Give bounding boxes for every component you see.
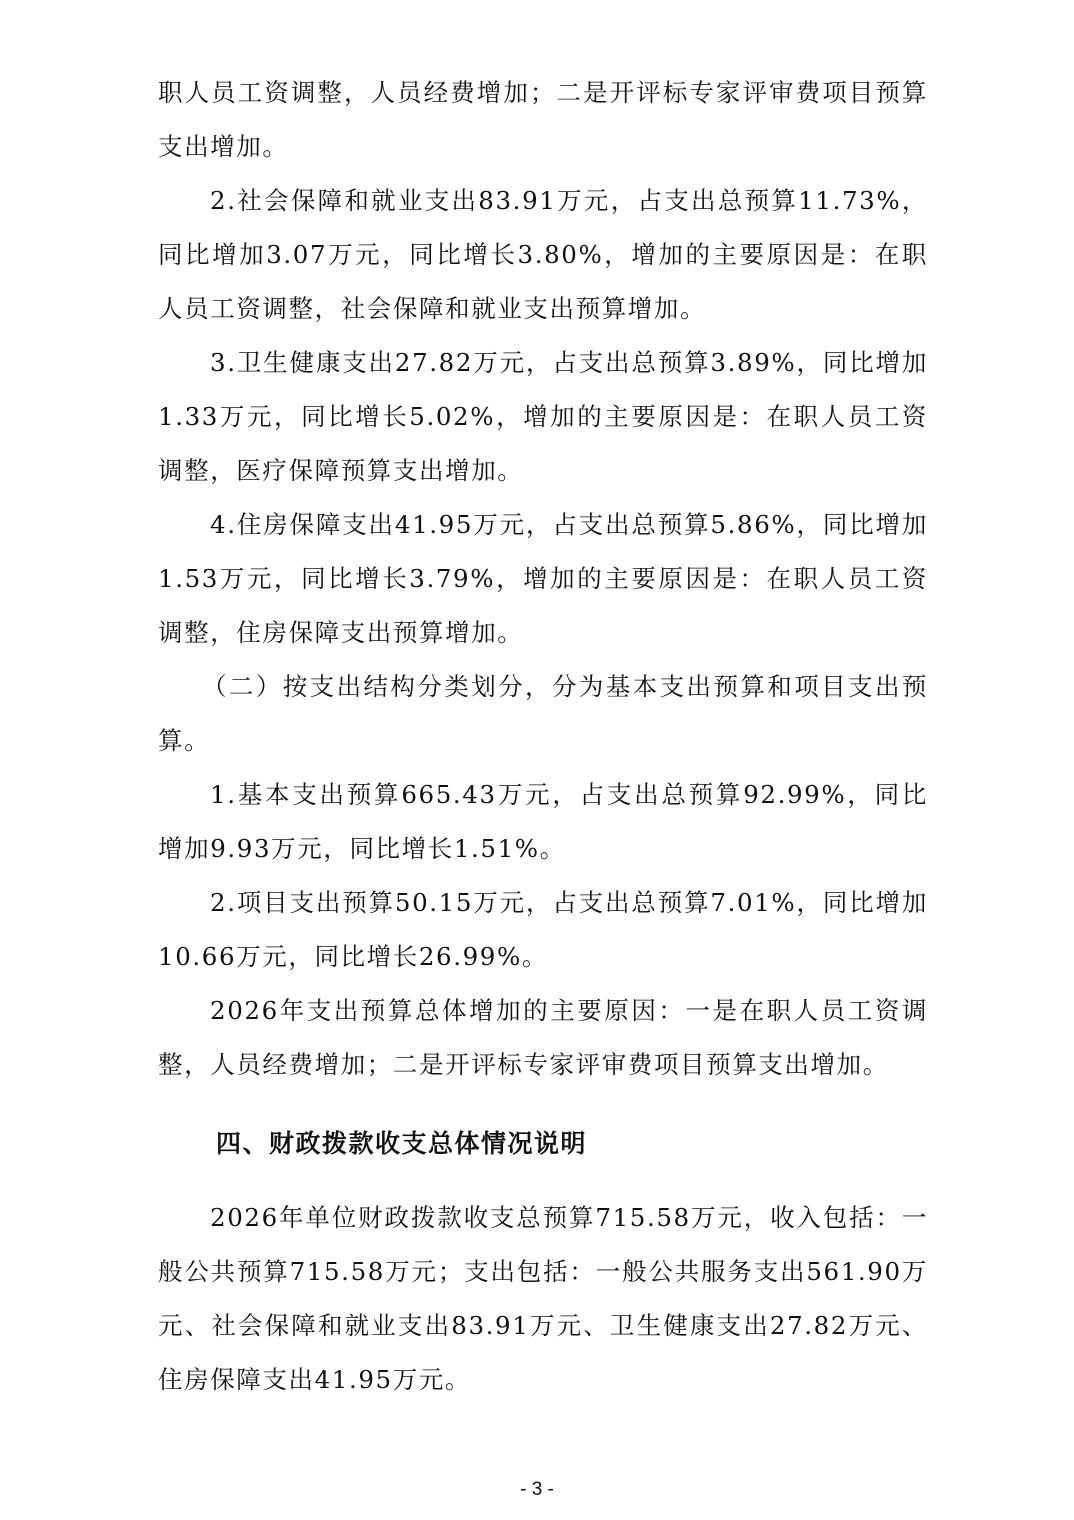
page-number: - 3 - (520, 1479, 554, 1500)
paragraph-project-expenditure: 2.项目支出预算50.15万元，占支出总预算7.01%，同比增加10.66万元，同比增长26.99%。 (158, 888, 928, 971)
paragraph-fiscal-appropriation: 2026年单位财政拨款收支总预算715.58万元，收入包括：一般公共预算715.58万元；支出包括：一般公共服务支出561.90万元、社会保障和就业支出83.91万元、卫生健康支出27.82万元、住房保障支出41.95万元。 (158, 1203, 928, 1394)
paragraph-social-security: 2.社会保障和就业支出83.91万元，占支出总预算11.73%，同比增加3.07万元，同比增长3.80%，增加的主要原因是：在职人员工资调整，社会保障和就业支出预算增加。 (158, 186, 928, 323)
paragraph-overall-reason: 2026年支出预算总体增加的主要原因：一是在职人员工资调整，人员经费增加；二是开评标专家评审费项目预算支出增加。 (158, 996, 928, 1079)
paragraph-basic-expenditure: 1.基本支出预算665.43万元，占支出总预算92.99%，同比增加9.93万元，同比增长1.51%。 (158, 780, 928, 863)
section-heading: 四、财政拨款收支总体情况说明 (216, 1129, 588, 1158)
paragraph-housing: 4.住房保障支出41.95万元，占支出总预算5.86%，同比增加1.53万元，同比增长3.79%，增加的主要原因是：在职人员工资调整，住房保障支出预算增加。 (158, 510, 928, 647)
paragraph-structure-classification: （二）按支出结构分类划分，分为基本支出预算和项目支出预算。 (158, 672, 928, 755)
paragraph-health: 3.卫生健康支出27.82万元，占支出总预算3.89%，同比增加1.33万元，同比增长5.02%，增加的主要原因是：在职人员工资调整，医疗保障预算支出增加。 (158, 348, 928, 485)
paragraph-continuation: 职人员工资调整，人员经费增加；二是开评标专家评审费项目预算支出增加。 (158, 78, 928, 161)
